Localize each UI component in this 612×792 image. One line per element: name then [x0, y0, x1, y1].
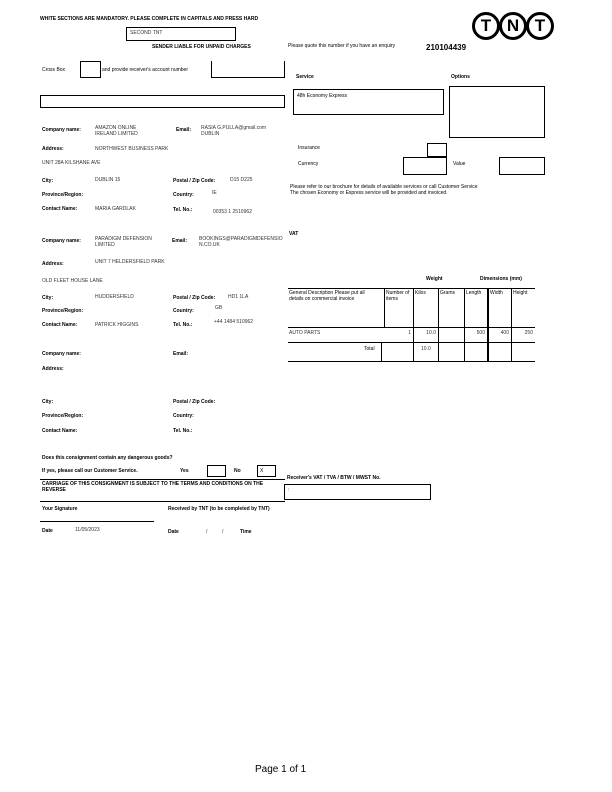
table-header-rule	[288, 327, 535, 328]
delivery-contact-label: Contact Name:	[42, 428, 78, 434]
account-number-input[interactable]	[211, 61, 285, 78]
delivery-province-label: Province/Region:	[42, 413, 84, 419]
receiver-address-line2: OLD FLEET HOUSE LANE	[42, 278, 103, 284]
logo-letter: T	[526, 12, 554, 40]
receiver-city-label: City:	[42, 295, 54, 301]
sender-province-label: Province/Region:	[42, 192, 84, 198]
sender-email-label: Email:	[176, 127, 192, 133]
col-header-items: Number of items	[386, 290, 410, 302]
service-note-line1: Please refer to our brochure for details of available services or call Customer Service	[290, 184, 478, 190]
dangerous-goods-question: Does this consignment contain any dangerous goods?	[42, 455, 173, 461]
sender-city-label: City:	[42, 178, 54, 184]
receiver-email-label: Email:	[172, 238, 188, 244]
row-width: 400	[500, 330, 509, 336]
terms-top-rule	[40, 479, 285, 480]
payer-box[interactable]	[126, 27, 236, 41]
total-kilos: 10.0	[421, 346, 431, 352]
receiver-country-value: GB	[215, 305, 223, 311]
service-label: Service	[296, 74, 314, 80]
receiver-vat-input[interactable]	[284, 484, 431, 500]
col-header-kilos: Kilos	[415, 290, 426, 296]
tnt-date-sep2: /	[222, 529, 224, 535]
sender-address-line2: UNIT 28A KILSHANE AVE	[42, 160, 101, 166]
dangerous-no-checkbox[interactable]	[257, 465, 276, 477]
table-col-divider	[438, 288, 439, 361]
vat-label: VAT	[289, 231, 299, 237]
delivery-email-label: Email:	[173, 351, 189, 357]
delivery-company-label: Company name:	[42, 351, 81, 357]
table-bottom-rule	[288, 361, 535, 362]
col-header-length: Length	[466, 290, 482, 296]
delivery-address-label: Address:	[42, 366, 64, 372]
sender-city-value: DUBLIN 15	[95, 177, 121, 183]
sender-postal-value: D15 D225	[230, 177, 253, 183]
receiver-country-label: Country:	[173, 308, 194, 314]
dangerous-goods-instruction: If yes, please call our Customer Service.	[42, 468, 138, 474]
receiver-province-label: Province/Region:	[42, 308, 84, 314]
insurance-label: Insurance	[298, 145, 320, 151]
sender-contact-label: Contact Name:	[42, 206, 78, 212]
dangerous-no-label: No	[234, 468, 241, 474]
table-col-divider	[464, 288, 465, 361]
table-col-divider	[413, 288, 414, 361]
consignment-number: 210104439	[426, 43, 467, 52]
sender-liable-text: SENDER LIABLE FOR UNPAID CHARGES	[152, 44, 251, 50]
cross-box-checkbox[interactable]	[80, 61, 101, 78]
receiver-email-value: BOOKINGS@PARADIGMDEFENSION.CO.UK	[199, 236, 283, 248]
sender-company-value: AMAZON ONLINE IRELAND LIMITED	[95, 125, 138, 137]
sender-company-label: Company name:	[42, 127, 81, 133]
sender-contact-value: MARIA GARDLAK	[95, 206, 136, 212]
table-row-rule	[288, 342, 535, 343]
value-label: Value	[453, 161, 466, 167]
sender-country-value: IE	[212, 190, 217, 196]
dangerous-no-value: X	[260, 468, 264, 474]
receiver-address-line1: UNIT 7 HELDERSFIELD PARK	[95, 259, 165, 265]
dimensions-header: Dimensions (mm)	[480, 276, 522, 282]
cross-box-label: Cross Box	[42, 67, 66, 73]
tnt-date-sep1: /	[206, 529, 208, 535]
sender-email-value: RASIA G.PULLA@gmail.com DUBLIN	[201, 125, 267, 137]
sender-address-line1: NORTHWEST BUSINESS PARK	[95, 146, 169, 152]
logo-letter: N	[499, 12, 527, 40]
sender-tel-value: 00353 1 2510962	[213, 209, 252, 215]
receiver-contact-label: Contact Name:	[42, 322, 78, 328]
row-kilos: 10.0	[426, 330, 436, 336]
logo-letter: T	[472, 12, 500, 40]
weight-header: Weight	[426, 276, 443, 282]
tnt-logo	[472, 12, 592, 44]
row-items: 1	[408, 330, 411, 336]
options-label: Options	[451, 74, 470, 80]
receiver-vat-value: :	[288, 487, 290, 493]
receiver-vat-label: Receiver's VAT / TVA / BTW / MWST No.	[287, 475, 381, 481]
sender-postal-label: Postal / Zip Code:	[173, 178, 216, 184]
value-field[interactable]	[499, 157, 545, 175]
col-header-width: Width	[490, 290, 503, 296]
table-top-rule	[288, 288, 535, 289]
receiver-contact-value: PATRICK HIGGINS	[95, 322, 139, 328]
col-header-description: General Description Please put all details on commercial invoice	[289, 290, 365, 302]
receiver-tel-label: Tel. No.:	[173, 322, 193, 328]
dangerous-yes-checkbox[interactable]	[207, 465, 226, 477]
mandatory-instruction: WHITE SECTIONS ARE MANDATORY. PLEASE COMPLETE IN CAPITALS AND PRESS HARD	[40, 16, 259, 22]
sender-address-label: Address:	[42, 146, 64, 152]
currency-label: Currency	[298, 161, 319, 167]
service-field[interactable]	[293, 89, 444, 115]
receiver-city-value: HUDDERSFIELD	[95, 294, 134, 300]
row-length: 500	[476, 330, 485, 336]
signature-line[interactable]	[40, 521, 154, 522]
delivery-country-label: Country:	[173, 413, 194, 419]
service-note-line2: The chosen Economy or Express service will be provided and invoiced.	[290, 190, 448, 196]
table-col-divider	[381, 342, 382, 361]
table-col-divider	[511, 288, 512, 361]
insurance-checkbox[interactable]	[427, 143, 447, 157]
account-number-label: and provide receiver's account number	[102, 67, 189, 73]
options-field[interactable]	[449, 86, 545, 138]
dangerous-yes-label: Yes	[180, 468, 189, 474]
terms-text: CARRIAGE OF THIS CONSIGNMENT IS SUBJECT TO THE TERMS AND CONDITIONS ON THE REVERSE	[42, 481, 264, 493]
col-header-grams: Grams	[440, 290, 455, 296]
service-value: 48h Economy Express	[297, 93, 348, 99]
sender-country-label: Country:	[173, 192, 194, 198]
date-value: 11/05/2023	[75, 527, 100, 533]
receiver-address-label: Address:	[42, 261, 64, 267]
table-col-divider	[384, 288, 385, 327]
sender-tel-label: Tel. No.:	[173, 207, 193, 213]
row-height: 250	[524, 330, 533, 336]
date-label: Date	[42, 528, 53, 534]
account-detail-field[interactable]	[40, 95, 285, 108]
table-col-divider	[487, 288, 489, 361]
delivery-postal-label: Postal / Zip Code:	[173, 399, 216, 405]
col-header-height: Height	[513, 290, 528, 296]
page-number: Page 1 of 1	[255, 764, 307, 775]
delivery-tel-label: Tel. No.:	[173, 428, 193, 434]
receiver-postal-label: Postal / Zip Code:	[173, 295, 216, 301]
tnt-date-label: Date	[168, 529, 179, 535]
signature-top-rule	[40, 501, 285, 502]
enquiry-label: Please quote this number if you have an enquiry	[288, 43, 396, 49]
receiver-tel-value: +44 1484 510962	[214, 319, 254, 325]
receiver-company-label: Company name:	[42, 238, 81, 244]
delivery-city-label: City:	[42, 399, 54, 405]
currency-field[interactable]	[403, 157, 447, 175]
row-description: AUTO PARTS	[289, 330, 321, 336]
receiver-postal-value: HD1 1LA	[228, 294, 249, 300]
receiver-company-value: PARADIGM DEFENSION LIMITED	[95, 236, 152, 248]
received-by-tnt-label: Received by TNT (to be completed by TNT)	[168, 506, 270, 512]
total-label: Total	[364, 346, 375, 352]
payer-box-value: SECOND TNT	[130, 30, 163, 36]
your-signature-label: Your Signature	[42, 506, 78, 512]
tnt-time-label: Time	[240, 529, 252, 535]
